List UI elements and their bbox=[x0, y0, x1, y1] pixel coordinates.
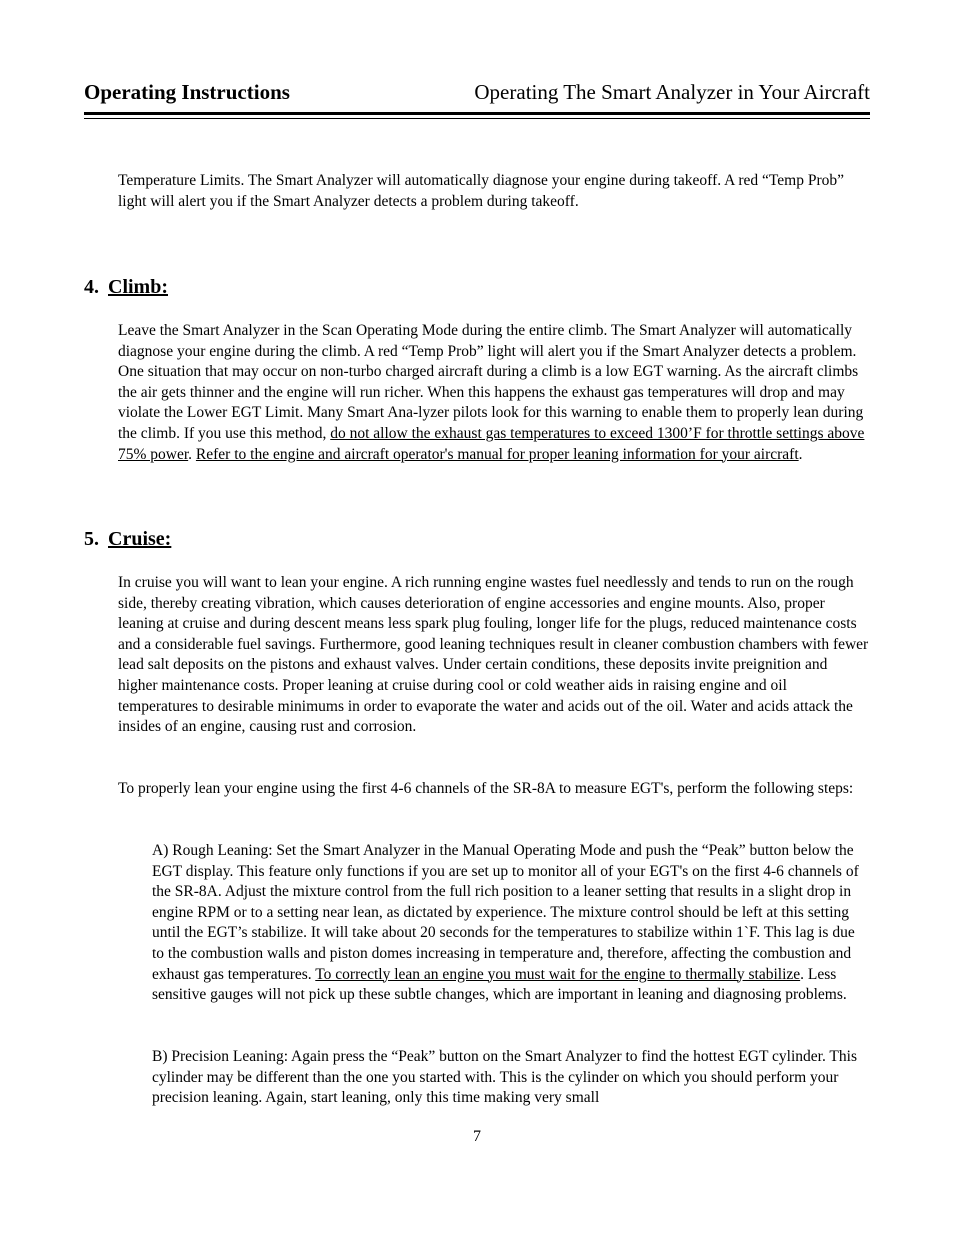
climb-heading-number: 4. bbox=[84, 276, 99, 298]
intro-paragraph: Temperature Limits. The Smart Analyzer will automatically diagnose your engine during takeoff. A red “Temp Prob” light will alert you if the Smart Analyzer detects a problem during takeoff. bbox=[118, 172, 844, 210]
page-header bbox=[84, 80, 870, 110]
step-a-text-end: . Less sensitive gauges will not pick up these subtle changes, which are important in leaning and diagnosing problems. bbox=[152, 965, 847, 1004]
page-number: 7 bbox=[473, 1128, 481, 1145]
cruise-paragraph-1: In cruise you will want to lean your engine. A rich running engine wastes fuel needlessly and tends to run on the rough side, thereby creating vibration, which causes deterioration of engine accessories and engine mounts. Also, proper leaning at cruise and during descent means less spark plug fouling, longer life for the plugs, reduced maintenance costs and a considerable fuel savings. Furthermore, good leaning techniques result in cleaner combustion chambers with fewer lead salt deposits on the pistons and exhaust valves. Under certain conditions, these deposits invite preignition and higher maintenance costs. Proper leaning at cruise during cool or cold weather aids in raising engine and oil temperatures to desirable minimums in order to evaporate the water and acids out of the oil. Water and acids attack the insides of an engine, causing rust and corrosion. bbox=[118, 574, 869, 736]
header-rule-thick bbox=[84, 112, 870, 115]
climb-heading-title: Climb: bbox=[108, 276, 168, 298]
step-b-precision-leaning: B) Precision Leaning: Again press the “Peak” button on the Smart Analyzer to find the hottest EGT cylinder. This cylinder may be different than the one you started with. This is the cylinder on which you should perform your precision leaning. Again, start leaning, only this time making very small bbox=[152, 1048, 857, 1107]
climb-paragraph bbox=[118, 321, 870, 465]
climb-heading bbox=[84, 276, 168, 299]
step-a-text: A) Rough Leaning: Set the Smart Analyzer in the Manual Operating Mode and push the “Peak” button below the EGT display. This feature only functions if you are set up to monitor all of your EGT's on the first 4-6 channels of the SR-8A. Adjust the mixture control from the full rich position to a leaner setting that results in a slight drop in engine RPM or to a setting near lean, as dictated by experience. The mixture control should be left at this setting until the EGT’s stabilize. It will take about 20 seconds for the temperatures to stabilize within 1`F. This lag is due to the combustion walls and piston domes increasing in temperature and, therefore, affecting the combustion and exhaust gas temperatures. bbox=[152, 842, 859, 983]
climb-text: Leave the Smart Analyzer in the Scan Operating Mode during the entire climb. The Smart Analyzer will automatically diagnose your engine during the climb. A red “Temp Prob” light will alert you if the Smart Analyzer detects a problem. One situation that may occur on non-turbo charged aircraft during a climb is a low EGT warning. As the aircraft climbs the air gets thinner and the engine will run richer. When this happens the exhaust gas temperatures will drop and may violate the Lower EGT Limit. Many Smart Ana-lyzer pilots look for this warning to enable them to properly lean during the climb. If you use this method, bbox=[118, 322, 864, 442]
climb-warning-underlined: do not allow the exhaust gas temperatures to exceed 1300’F for throttle settings above 75% power bbox=[118, 424, 865, 463]
climb-reference-underlined: Refer to the engine and aircraft operator's manual for proper leaning information for your aircraft bbox=[195, 445, 799, 463]
step-a-rough-leaning bbox=[152, 841, 870, 1006]
climb-text-mid: . bbox=[188, 445, 196, 463]
cruise-heading-number: 5. bbox=[84, 528, 99, 550]
header-chapter-title: Operating The Smart Analyzer in Your Aircraft bbox=[474, 80, 870, 104]
header-section-title: Operating Instructions bbox=[84, 80, 290, 104]
step-a-underlined: To correctly lean an engine you must wait for the engine to thermally stabilize bbox=[315, 965, 801, 983]
cruise-heading-title: Cruise: bbox=[108, 528, 172, 550]
cruise-heading bbox=[84, 528, 171, 551]
climb-text-end: . bbox=[798, 445, 803, 463]
cruise-paragraph-2: To properly lean your engine using the first 4-6 channels of the SR-8A to measure EGT's, perform the following steps: bbox=[118, 780, 854, 797]
header-rule-thin bbox=[84, 118, 870, 119]
